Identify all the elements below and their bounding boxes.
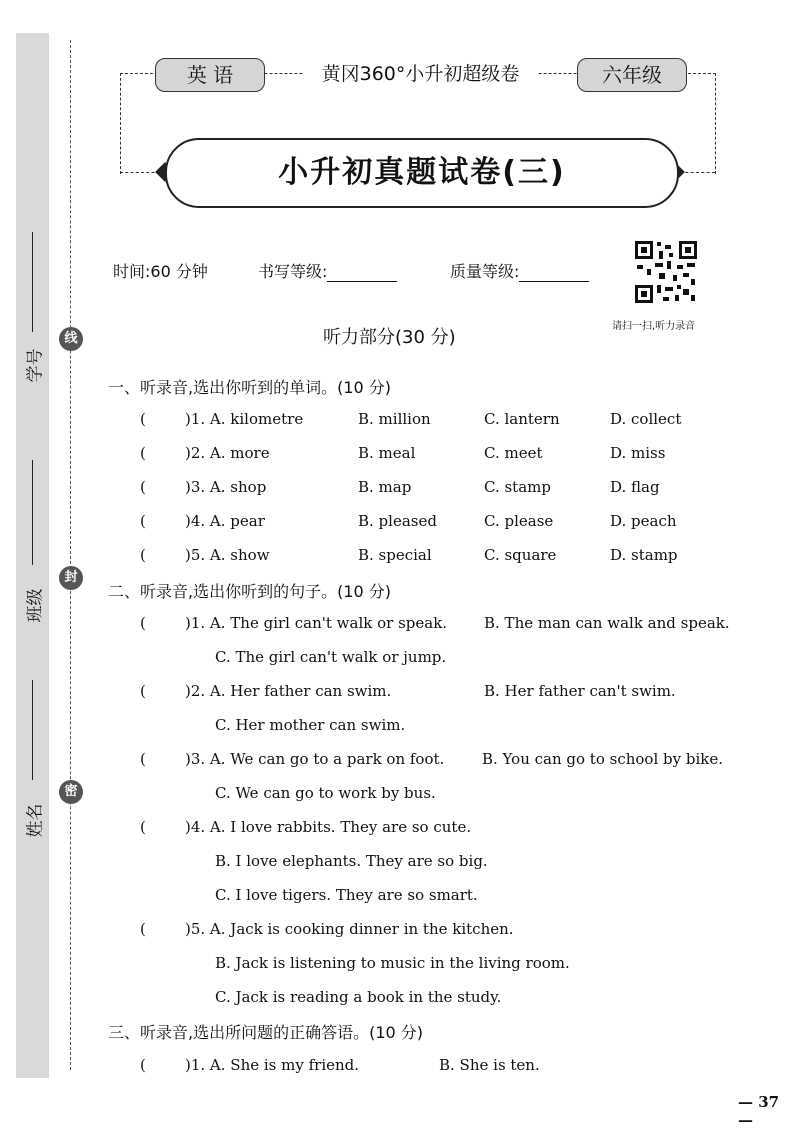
answer-paren[interactable]: ( [140,478,146,496]
seal-seal-mark: 封 [59,566,83,590]
p2-q3-b: B. You can go to school by bike. [482,750,723,768]
name-line [32,680,33,780]
p1-q3-a: )3. A. shop [185,478,267,496]
p1-q4-a: )4. A. pear [185,512,265,530]
answer-paren[interactable]: ( [140,444,146,462]
time-limit: 时间:60 分钟 [113,262,208,281]
writing-grade-label: 书写等级: [258,262,328,281]
p1-q2-c: C. meet [484,444,543,462]
p1-q1-c: C. lantern [484,410,560,428]
p2-q4-a: )4. A. I love rabbits. They are so cute. [185,818,472,836]
p2-q3-c: C. We can go to work by bus. [215,784,436,802]
p1-q4-c: C. please [484,512,554,530]
grade-badge: 六年级 [577,58,687,92]
p2-q4-c: C. I love tigers. They are so smart. [215,886,478,904]
answer-paren[interactable]: ( [140,750,146,768]
p1-q5-c: C. square [484,546,557,564]
seal-line-mark: 线 [59,327,83,351]
series-title: 黄冈360°小升初超级卷 [303,61,538,87]
p2-q2-b: B. Her father can't swim. [484,682,676,700]
writing-grade [258,259,397,282]
p2-q5-a: )5. A. Jack is cooking dinner in the kitchen. [185,920,514,938]
p1-q3-d: D. flag [610,478,660,496]
p1-q3-c: C. stamp [484,478,551,496]
page-number: — 37 — [738,1093,780,1129]
p2-q1-c: C. The girl can't walk or jump. [215,648,447,666]
p1-q2-a: )2. A. more [185,444,270,462]
class-line [32,460,33,565]
quality-grade-blank[interactable] [519,266,589,282]
p2-q4-b: B. I love elephants. They are so big. [215,852,488,870]
answer-paren[interactable]: ( [140,682,146,700]
p2-q2-a: )2. A. Her father can swim. [185,682,392,700]
answer-paren[interactable]: ( [140,512,146,530]
p1-q1-d: D. collect [610,410,682,428]
answer-paren[interactable]: ( [140,410,146,428]
subject-badge: 英 语 [155,58,265,92]
p2-q1-b: B. The man can walk and speak. [484,614,730,632]
listening-heading: 听力部分(30 分) [323,327,456,348]
quality-grade-label: 质量等级: [450,262,520,281]
answer-paren[interactable]: ( [140,546,146,564]
p2-q1-a: )1. A. The girl can't walk or speak. [185,614,448,632]
part3-title: 三、听录音,选出所问题的正确答语。(10 分) [108,1023,424,1042]
p1-q4-d: D. peach [610,512,677,530]
qr-caption: 请扫一扫,听力录音 [612,321,696,332]
p1-q5-d: D. stamp [610,546,678,564]
p3-q1-b: B. She is ten. [439,1056,540,1074]
student-no-label: 学号 [25,348,46,383]
header-frame-right-tail [680,172,715,173]
p1-q2-b: B. meal [358,444,416,462]
writing-grade-blank[interactable] [327,266,397,282]
p1-q5-a: )5. A. show [185,546,270,564]
p2-q2-c: C. Her mother can swim. [215,716,406,734]
p1-q2-d: D. miss [610,444,666,462]
p1-q4-b: B. pleased [358,512,437,530]
p1-q1-a: )1. A. kilometre [185,410,304,428]
qr-code-icon[interactable] [633,239,699,305]
seal-secret-mark: 密 [59,780,83,804]
p1-q5-b: B. special [358,546,432,564]
p3-q1-a: )1. A. She is my friend. [185,1056,360,1074]
part1-title: 一、听录音,选出你听到的单词。(10 分) [108,378,392,397]
cut-line [70,40,71,1070]
p2-q5-c: C. Jack is reading a book in the study. [215,988,502,1006]
p1-q3-b: B. map [358,478,412,496]
p2-q3-a: )3. A. We can go to a park on foot. [185,750,445,768]
p1-q1-b: B. million [358,410,431,428]
page-title: 小升初真题试卷(三) [165,138,679,208]
answer-paren[interactable]: ( [140,818,146,836]
answer-paren[interactable]: ( [140,614,146,632]
part2-title: 二、听录音,选出你听到的句子。(10 分) [108,582,392,601]
student-no-line [32,232,33,332]
answer-paren[interactable]: ( [140,1056,146,1074]
class-label: 班级 [25,588,46,623]
p2-q5-b: B. Jack is listening to music in the living room. [215,954,570,972]
quality-grade [450,259,589,282]
name-label: 姓名 [25,803,46,838]
answer-paren[interactable]: ( [140,920,146,938]
